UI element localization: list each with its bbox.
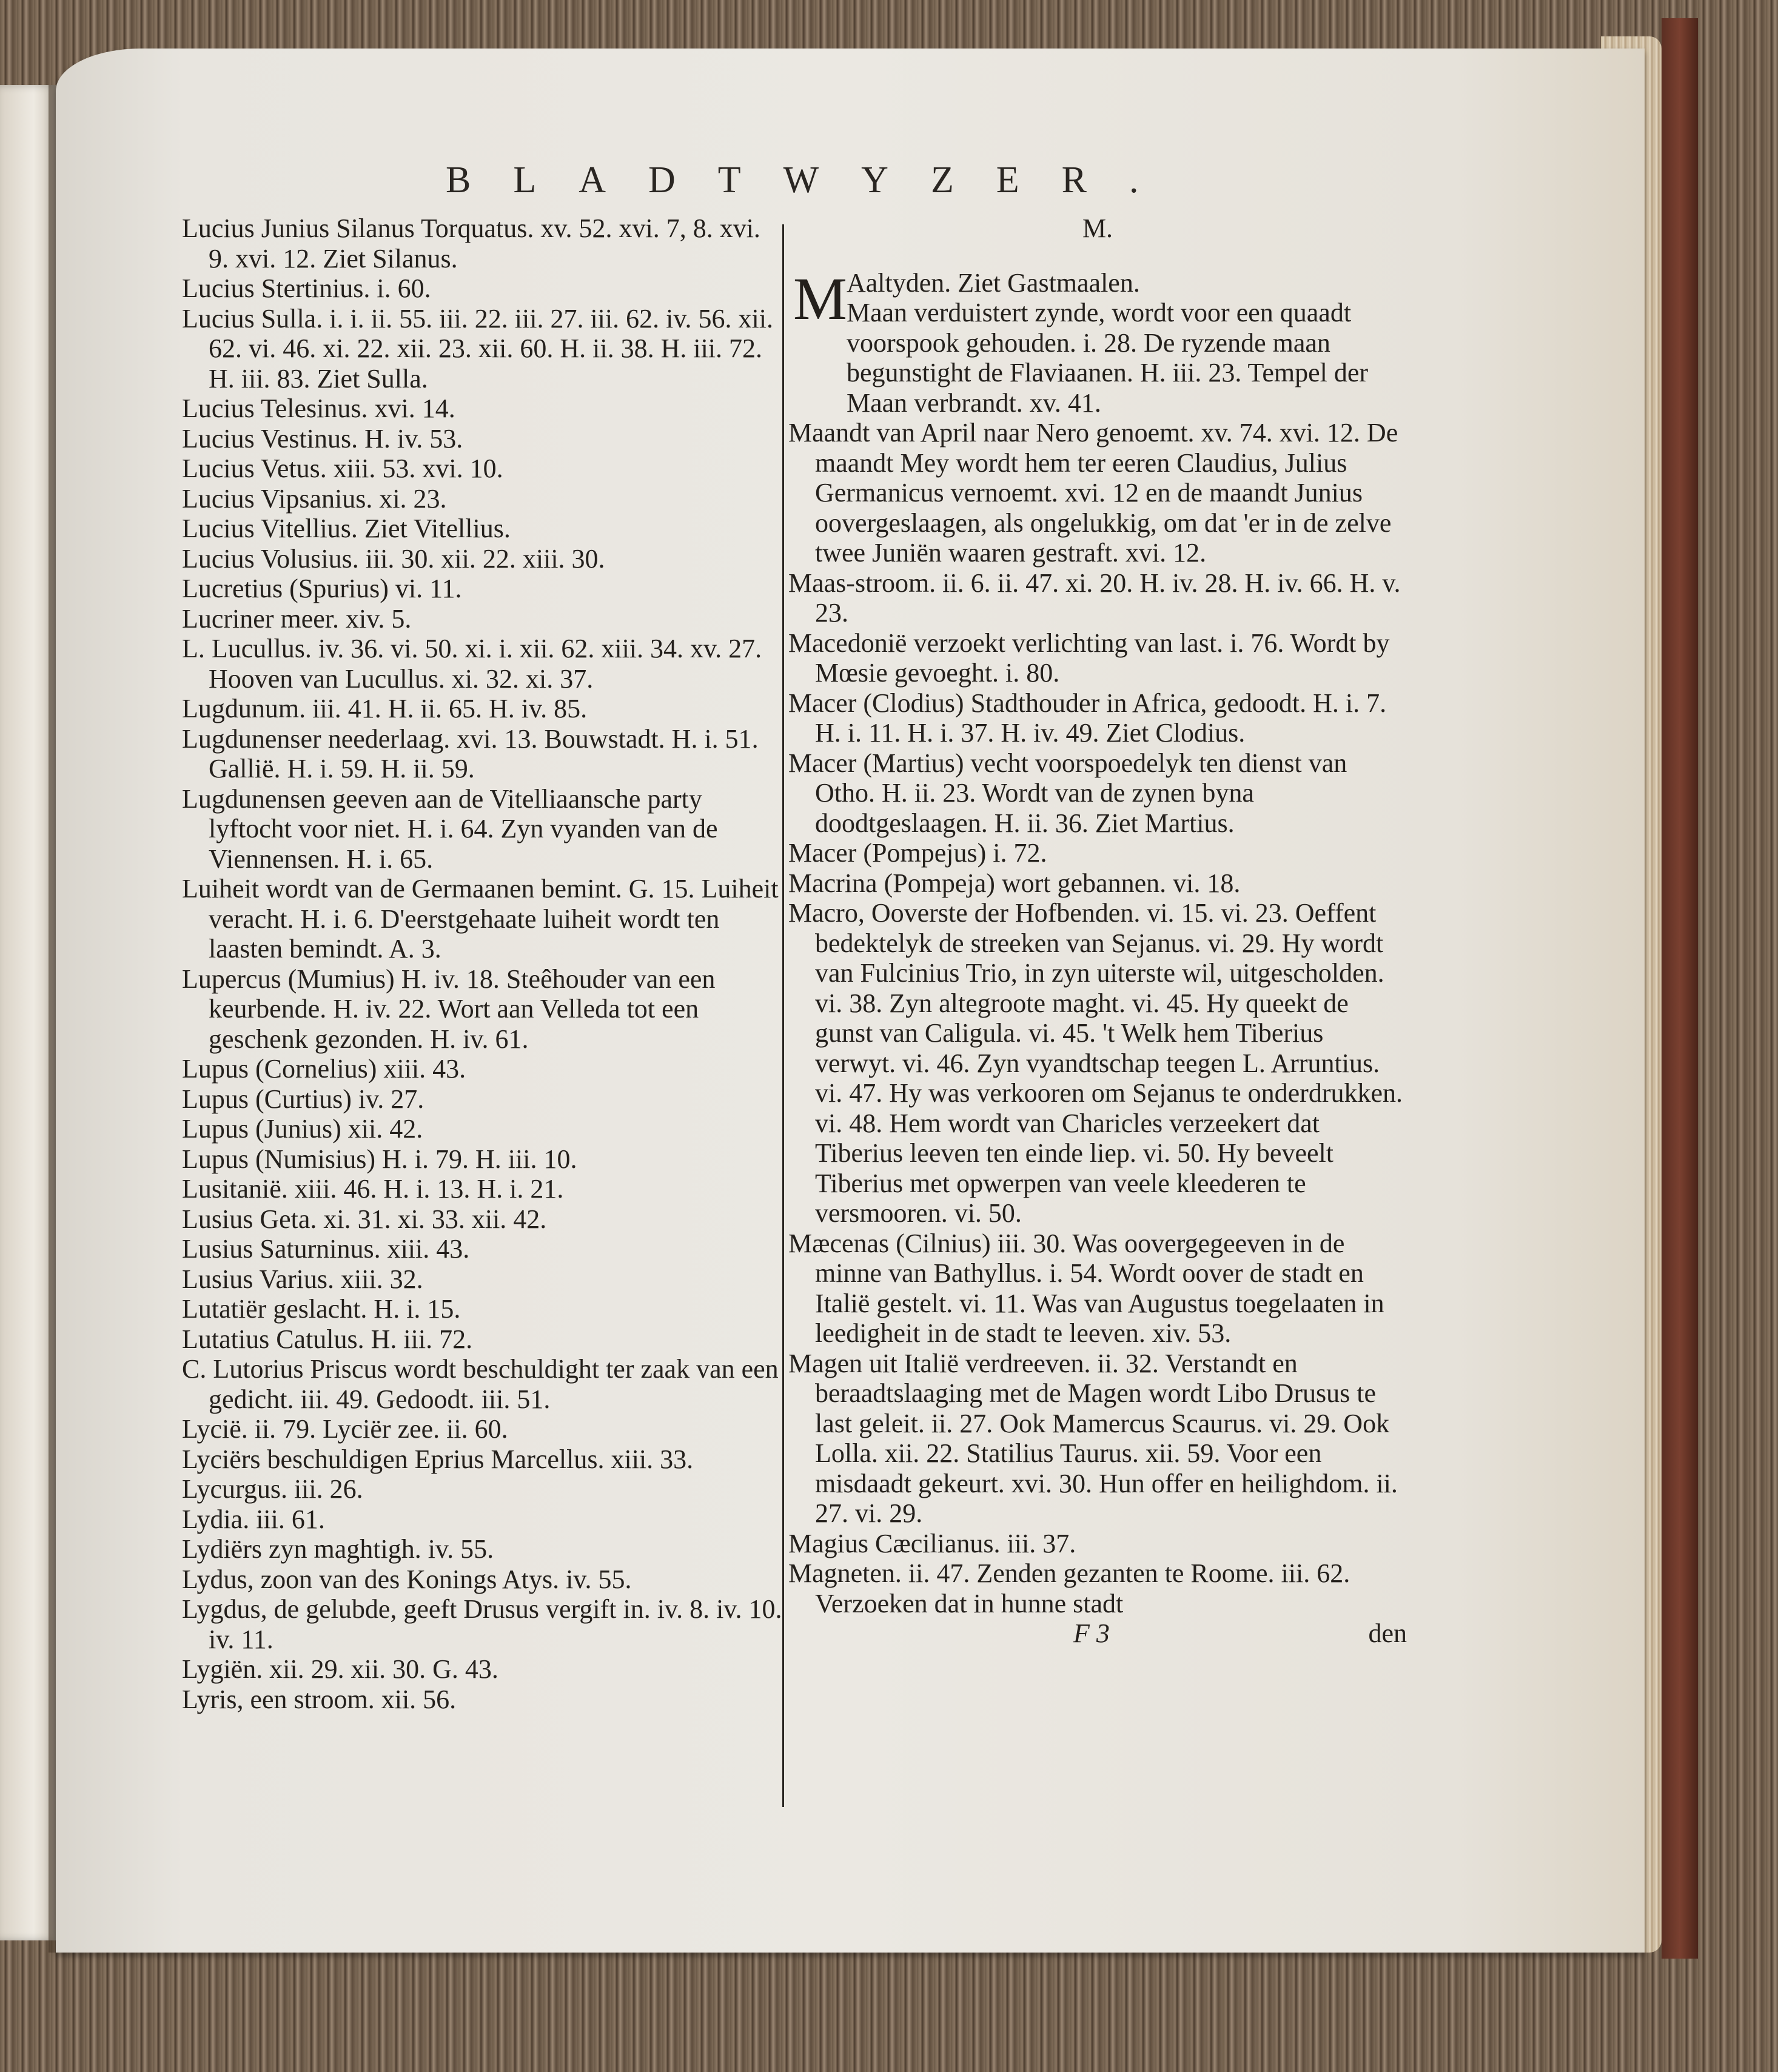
index-entry: Lutatius Catulus. H. iii. 72. [182, 1324, 473, 1354]
index-column-left [182, 213, 782, 1714]
index-entry: Lusius Saturninus. xiii. 43. [182, 1234, 470, 1264]
index-entry: Lusius Varius. xiii. 32. [182, 1264, 423, 1294]
facing-page-edge [0, 85, 56, 1940]
index-entry: Lucriner meer. xiv. 5. [182, 603, 412, 634]
index-entry: Magneten. ii. 47. Zenden gezanten te Roome. iii. 62. Verzoeken dat in hunne stadt [788, 1558, 1350, 1618]
index-entry: Lupus (Junius) xii. 42. [182, 1114, 423, 1144]
index-entry: Lucius Vitellius. Ziet Vitellius. [182, 514, 511, 543]
index-entry: Lydus, zoon van des Konings Atys. iv. 55. [182, 1564, 632, 1594]
index-entry: Luiheit wordt van de Germaanen bemint. G. 15. Luiheit veracht. H. i. 6. D'eerstgehaate luiheit wordt ten laasten bemindt. A. 3. [182, 874, 779, 964]
index-entry: Lucius Vipsanius. xi. 23. [182, 483, 447, 514]
section-letter-heading: M. [1082, 213, 1113, 243]
index-entry: Macer (Pompejus) i. 72. [788, 838, 1047, 868]
running-head: BLADTWYZER. [446, 159, 1181, 201]
index-entry: Maandt van April naar Nero genoemt. xv. 74. xvi. 12. De maandt Mey wordt hem ter eeren Claudius, Julius Germanicus vernoemt. xvi. 12 en de maandt Junius oovergeslaagen, als ongelukkig, om dat 'er in de zelve twee Juniën waaren gestraft. xvi. 12. [788, 418, 1398, 568]
index-entry: Maan verduistert zynde, wordt voor een quaadt voorspook gehouden. i. 28. De ryzende maan begunstight de Flaviaanen. H. iii. 23. Tempel der Maan verbrandt. xv. 41. [847, 298, 1369, 418]
index-entry: Lydiërs zyn maghtigh. iv. 55. [182, 1534, 494, 1564]
index-entry: Lycië. ii. 79. Lyciër zee. ii. 60. [182, 1414, 508, 1444]
index-entry: Lydia. iii. 61. [182, 1504, 325, 1534]
index-entry-with-drop-cap [788, 264, 1407, 418]
index-entry: Lucretius (Spurius) vi. 11. [182, 574, 462, 603]
index-entry: Lyris, een stroom. xii. 56. [182, 1684, 457, 1714]
book-cover-edge [1662, 18, 1698, 1959]
index-entry: Maas-stroom. ii. 6. ii. 47. xi. 20. H. iv. 28. H. iv. 66. H. v. 23. [788, 568, 1401, 628]
index-entry: Magius Cæcilianus. iii. 37. [788, 1528, 1076, 1558]
index-entry: Macedonië verzoekt verlichting van last. i. 76. Wordt by Mœsie gevoeght. i. 80. [788, 628, 1390, 688]
index-entry: Mæcenas (Cilnius) iii. 30. Was oovergegeeven in de minne van Bathyllus. i. 54. Wordt oover de stadt en Italië gestelt. vi. 11. Was van Augustus toegelaaten in leedigheit in de stadt te leeven. xiv. 53. [788, 1228, 1384, 1348]
index-entry: Macro, Ooverste der Hofbenden. vi. 15. vi. 23. Oeffent bedektelyk de streeken van Sejanus. vi. 29. Hy wordt van Fulcinius Trio, in zyn uiterste wil, uitgescholden. vi. 38. Zyn altegroote maght. vi. 45. Hy queekt de gunst van Caligula. vi. 45. 't Welk hem Tiberius verwyt. vi. 46. Zyn vyandtschap teegen L. Arruntius. vi. 47. Hy was verkooren om Sejanus te onderdrukken. vi. 48. Hem wordt van Charicles verzeekert dat Tiberius leeven ten einde liep. vi. 50. Hy beveelt Tiberius met opwerpen van veele kleederen te versmooren. vi. 50. [788, 898, 1403, 1228]
index-entry: Lucius Vetus. xiii. 53. xvi. 10. [182, 454, 503, 483]
index-column-right [788, 213, 1407, 1648]
index-entry: Lucius Junius Silanus Torquatus. xv. 52. xvi. 7, 8. xvi. 9. xvi. 12. Ziet Silanus. [182, 213, 760, 273]
page-footer [788, 1618, 1407, 1648]
index-entry: Lucius Stertinius. i. 60. [182, 273, 431, 303]
index-entry: L. Lucullus. iv. 36. vi. 50. xi. i. xii. 62. xiii. 34. xv. 27. Hooven van Lucullus. xi. 32. xi. 37. [182, 634, 762, 694]
index-entry: Lusius Geta. xi. 31. xi. 33. xii. 42. [182, 1204, 547, 1234]
index-entry: Lugdunensen geeven aan de Vitelliaansche party lyftocht voor niet. H. i. 64. Zyn vyanden van de Viennensen. H. i. 65. [182, 783, 718, 874]
index-entry: Lucius Volusius. iii. 30. xii. 22. xiii. 30. [182, 543, 605, 574]
index-entry: Lupus (Cornelius) xiii. 43. [182, 1054, 466, 1084]
index-entry: Lugdunenser neederlaag. xvi. 13. Bouwstadt. H. i. 51. Gallië. H. i. 59. H. ii. 59. [182, 723, 759, 783]
index-entry: Lycurgus. iii. 26. [182, 1474, 363, 1504]
index-entry: C. Lutorius Priscus wordt beschuldight ter zaak van een gedicht. iii. 49. Gedoodt. iii. 51. [182, 1354, 779, 1414]
index-entry: Lutatiër geslacht. H. i. 15. [182, 1294, 461, 1324]
catchword: den [1368, 1618, 1407, 1648]
index-entry: Lugdunum. iii. 41. H. ii. 65. H. iv. 85. [182, 694, 588, 723]
index-entry: Lygdus, de gelubde, geeft Drusus vergift in. iv. 8. iv. 10. iv. 11. [182, 1594, 782, 1654]
index-entry: Magen uit Italië verdreeven. ii. 32. Verstandt en beraadtslaaging met de Magen wordt Libo Drusus te last geleit. ii. 27. Ook Mamercus Scaurus. vi. 29. Ook Lolla. xii. 22. Statilius Taurus. xii. 59. Voor een misdaadt gekeurt. xvi. 30. Hun offer en heilighdom. ii. 27. vi. 29. [788, 1348, 1398, 1528]
index-entry: Lupercus (Mumius) H. iv. 18. Steêhouder van een keurbende. H. iv. 22. Wort aan Velleda tot een geschenk gezonden. H. iv. 61. [182, 964, 716, 1054]
index-entry: Lusitanië. xiii. 46. H. i. 13. H. i. 21. [182, 1174, 564, 1204]
index-entry: Lupus (Curtius) iv. 27. [182, 1084, 424, 1114]
index-entry: Lucius Telesinus. xvi. 14. [182, 394, 455, 423]
drop-cap-letter: M [793, 264, 847, 332]
column-divider-rule [782, 224, 784, 1807]
signature-mark: F 3 [1073, 1618, 1110, 1648]
index-entry: Lucius Vestinus. H. iv. 53. [182, 423, 463, 454]
index-entry: Aaltyden. Ziet Gastmaalen. [847, 267, 1140, 298]
index-entry: Lupus (Numisius) H. i. 79. H. iii. 10. [182, 1144, 577, 1174]
index-entry: Macer (Martius) vecht voorspoedelyk ten dienst van Otho. H. ii. 23. Wordt van de zynen byna doodtgeslaagen. H. ii. 36. Ziet Martius. [788, 748, 1347, 838]
index-entry: Lyciërs beschuldigen Eprius Marcellus. xiii. 33. [182, 1444, 694, 1474]
index-entry: Macrina (Pompeja) wort gebannen. vi. 18. [788, 868, 1241, 898]
index-entry: Lucius Sulla. i. i. ii. 55. iii. 22. iii. 27. iii. 62. iv. 56. xii. 62. vi. 46. xi. 22. xii. 23. xii. 60. H. ii. 38. H. iii. 72. H. iii. 83. Ziet Sulla. [182, 303, 773, 394]
index-entry: Lygiën. xii. 29. xii. 30. G. 43. [182, 1654, 498, 1684]
index-entry: Macer (Clodius) Stadthouder in Africa, gedoodt. H. i. 7. H. i. 11. H. i. 37. H. iv. 49. Ziet Clodius. [788, 688, 1387, 748]
